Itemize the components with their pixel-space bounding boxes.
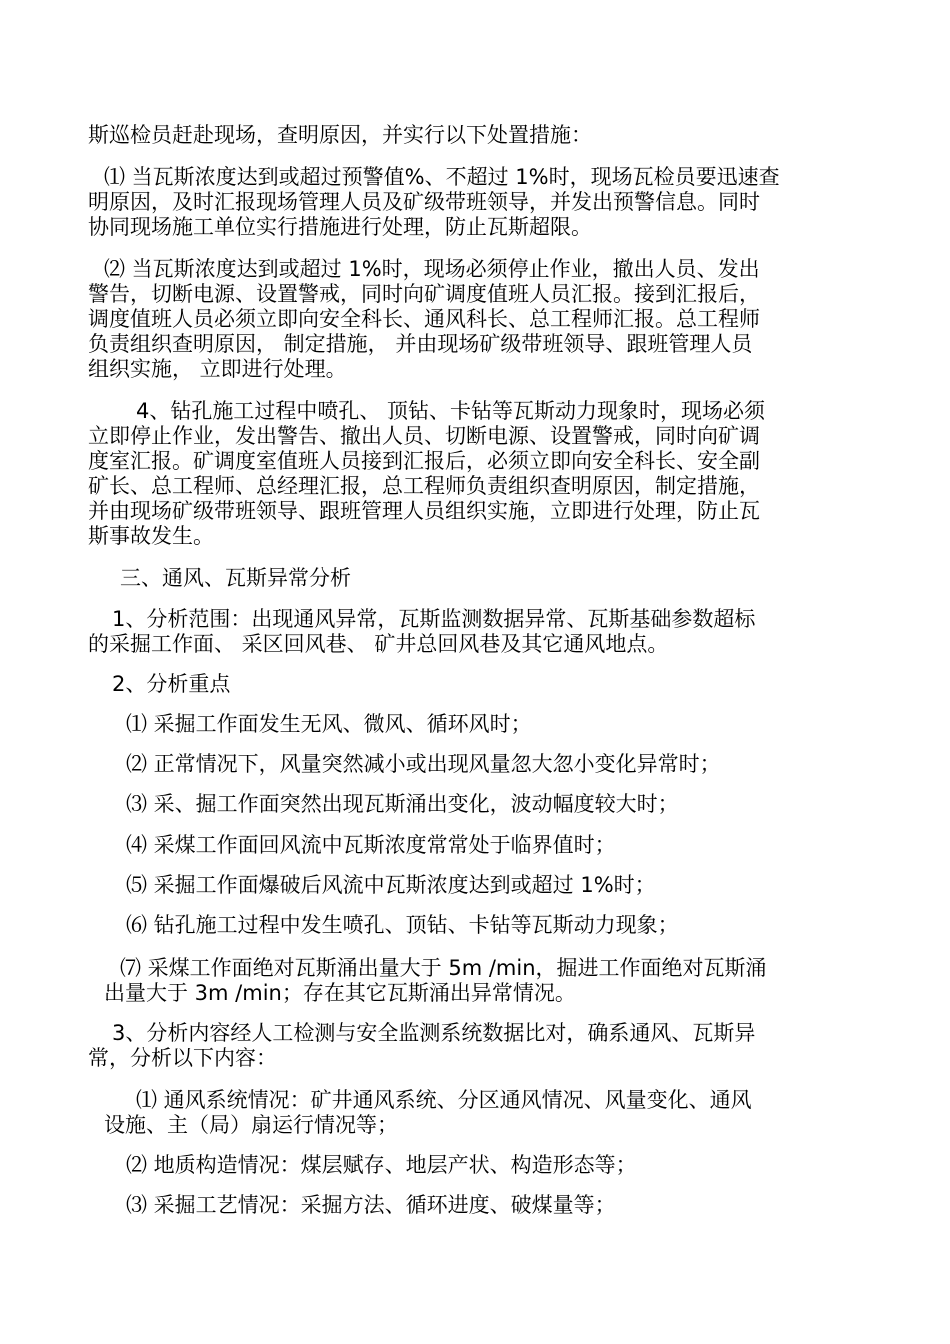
paragraph-line: 警告，切断电源、设置警戒，同时向矿调度值班人员汇报。接到汇报后， [88, 282, 760, 306]
paragraph-line: 明原因，及时汇报现场管理人员及矿级带班领导，并发出预警信息。同时 [88, 190, 760, 214]
paragraph-line: 矿长、总工程师、总经理汇报，总工程师负责组织查明原因，制定措施， [88, 474, 760, 498]
list-item: ⑶ 采掘工艺情况：采掘方法、循环进度、破煤量等； [126, 1193, 616, 1217]
paragraph-line: 3、分析内容经人工检测与安全监测系统数据比对，确系通风、瓦斯异 [112, 1021, 756, 1045]
list-item: ⑵ 地质构造情况：煤层赋存、地层产状、构造形态等； [126, 1153, 637, 1177]
paragraph-line: 立即停止作业，发出警告、撤出人员、切断电源、设置警戒，同时向矿调 [88, 424, 760, 448]
list-item: ⑸ 采掘工作面爆破后风流中瓦斯浓度达到或超过 1%时； [126, 873, 656, 897]
paragraph-line: ⑵ 当瓦斯浓度达到或超过 1%时，现场必须停止作业，撤出人员、发出 [104, 257, 760, 281]
paragraph-line: 调度值班人员必须立即向安全科长、通风科长、总工程师汇报。总工程师 [88, 307, 760, 331]
paragraph-line: 4、钻孔施工过程中喷孔、 顶钻、卡钻等瓦斯动力现象时，现场必须 [136, 399, 766, 423]
paragraph-line: 的采掘工作面、 采区回风巷、 矿井总回风巷及其它通风地点。 [88, 632, 669, 656]
paragraph-line: 常，分析以下内容： [88, 1046, 277, 1070]
paragraph-line: 并由现场矿级带班领导、跟班管理人员组织实施，立即进行处理，防止瓦 [88, 499, 760, 523]
paragraph-line: ⑴ 当瓦斯浓度达到或超过预警值%、不超过 1%时，现场瓦检员要迅速查 [104, 165, 780, 189]
paragraph-line: 斯事故发生。 [88, 524, 214, 548]
list-item: 设施、主（局）扇运行情况等； [104, 1113, 398, 1137]
subheading: 2、分析重点 [112, 672, 231, 696]
list-item: ⑹ 钻孔施工过程中发生喷孔、顶钻、卡钻等瓦斯动力现象； [126, 913, 679, 937]
list-item: ⑺ 采煤工作面绝对瓦斯涌出量大于 5m /min，掘进工作面绝对瓦斯涌 [120, 956, 767, 980]
list-item: 出量大于 3m /min；存在其它瓦斯涌出异常情况。 [104, 981, 576, 1005]
paragraph-line: 协同现场施工单位实行措施进行处理，防止瓦斯超限。 [88, 215, 592, 239]
list-item: ⑷ 采煤工作面回风流中瓦斯浓度常常处于临界值时； [126, 833, 616, 857]
paragraph-line: 组织实施， 立即进行处理。 [88, 357, 347, 381]
list-item: ⑶ 采、掘工作面突然出现瓦斯涌出变化，波动幅度较大时； [126, 792, 679, 816]
list-item: ⑴ 通风系统情况：矿井通风系统、分区通风情况、风量变化、通风 [136, 1088, 752, 1112]
section-heading: 三、通风、瓦斯异常分析 [120, 566, 351, 590]
paragraph-line: 斯巡检员赶赴现场，查明原因，并实行以下处置措施： [88, 123, 592, 147]
paragraph-line: 1、分析范围：出现通风异常，瓦斯监测数据异常、瓦斯基础参数超标 [112, 607, 756, 631]
paragraph-line: 负责组织查明原因， 制定措施， 并由现场矿级带班领导、跟班管理人员 [88, 332, 753, 356]
list-item: ⑵ 正常情况下，风量突然减小或出现风量忽大忽小变化异常时； [126, 752, 721, 776]
paragraph-line: 度室汇报。矿调度室值班人员接到汇报后，必须立即向安全科长、安全副 [88, 449, 760, 473]
list-item: ⑴ 采掘工作面发生无风、微风、循环风时； [126, 712, 532, 736]
